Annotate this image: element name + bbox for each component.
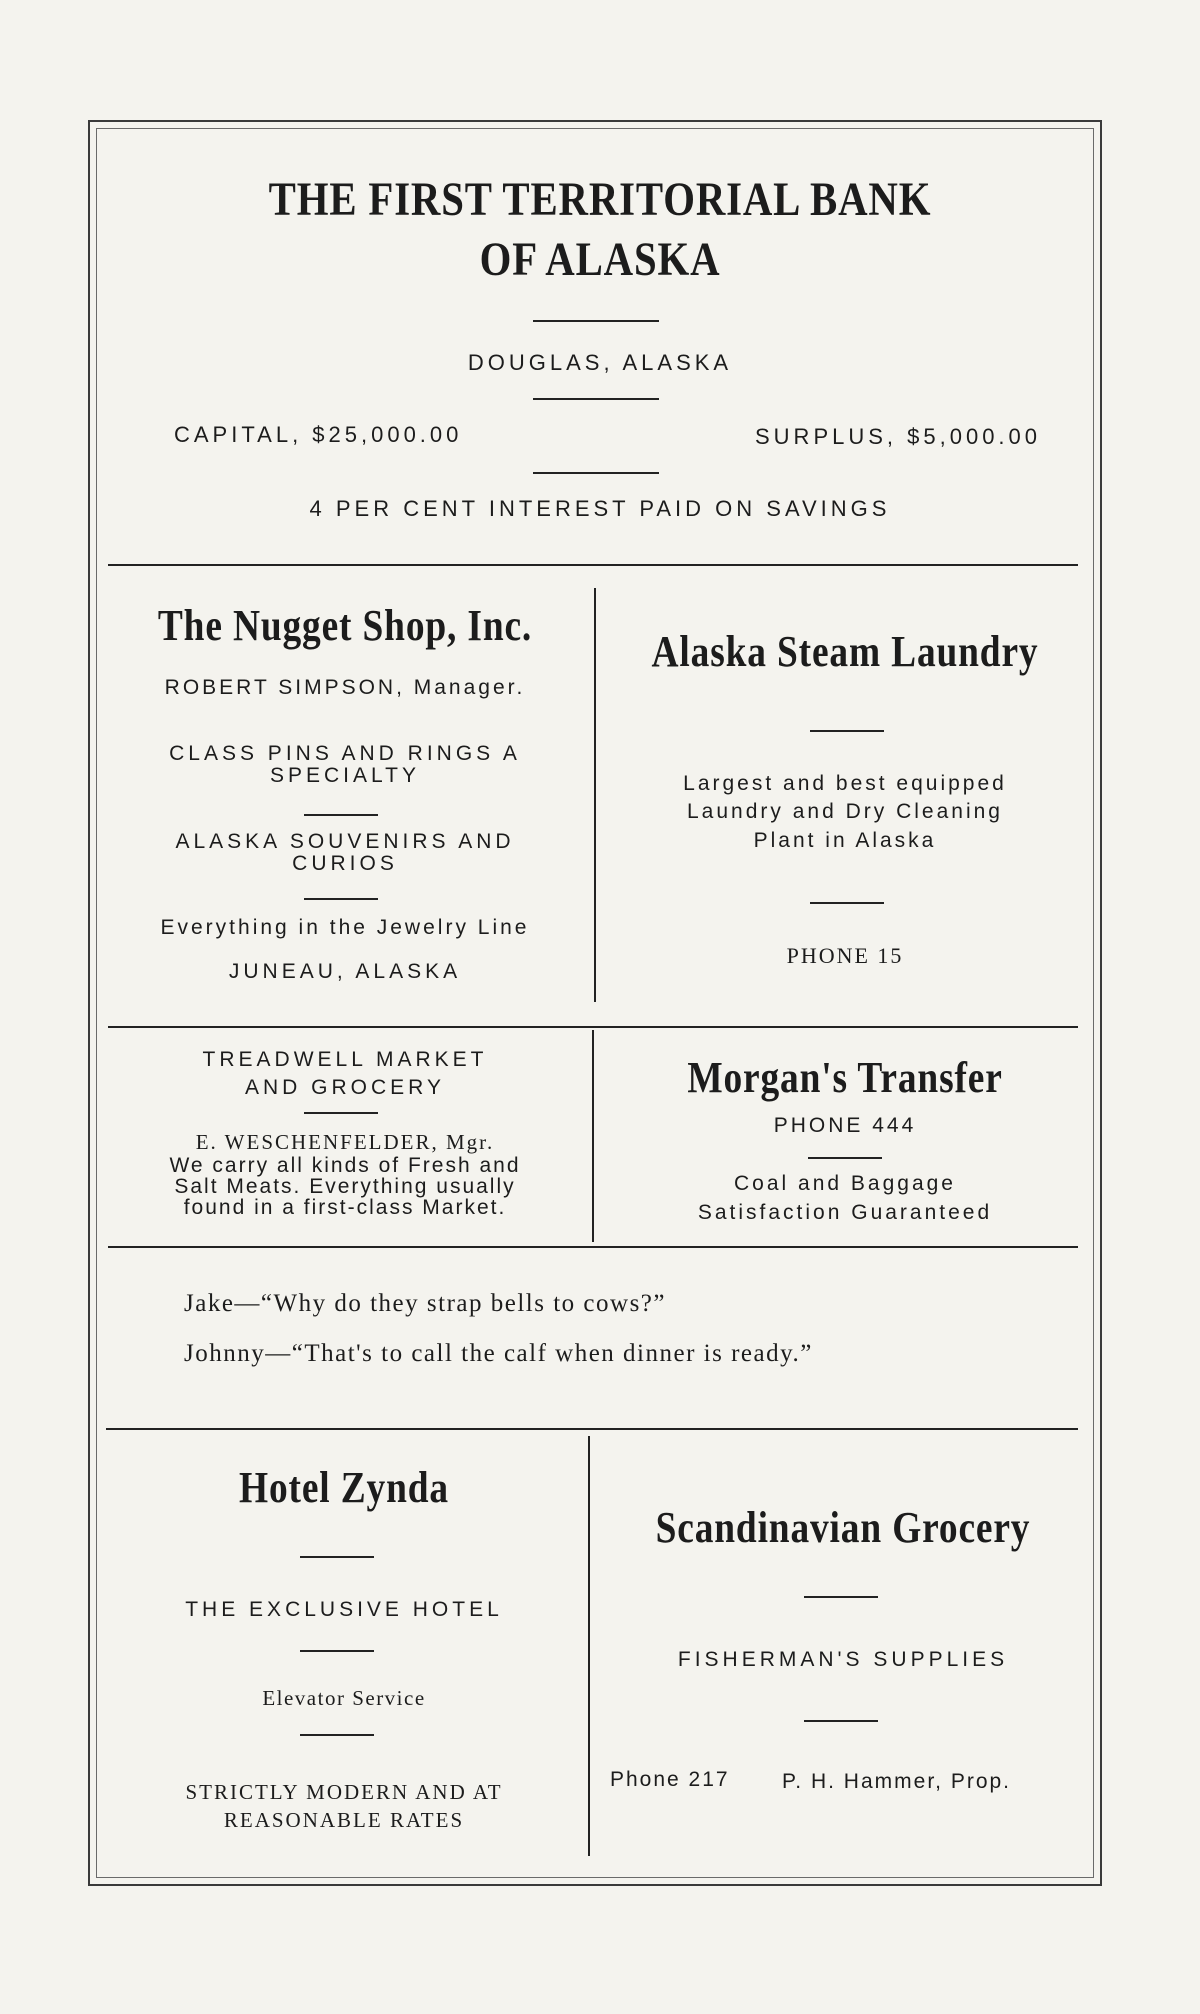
treadwell-desc-line2: Salt Meats. Everything usually [174, 1175, 516, 1198]
divider [304, 1112, 378, 1114]
section-rule [108, 564, 1078, 566]
section-rule [108, 1246, 1078, 1248]
treadwell-desc-line3: found in a first-class Market. [183, 1196, 507, 1219]
nugget-shop-name: The Nugget Shop, Inc. [157, 601, 533, 650]
morgan-desc-line2: Satisfaction Guaranteed [697, 1201, 993, 1224]
grocery-name: Scandinavian Grocery [655, 1503, 1031, 1552]
grocery-supplies: FISHERMAN'S SUPPLIES [677, 1648, 1009, 1671]
divider [804, 1720, 878, 1722]
bank-name-line2: OF ALASKA [479, 233, 721, 286]
laundry-phone: PHONE 15 [786, 943, 904, 968]
bank-location: DOUGLAS, ALASKA [467, 350, 733, 375]
section-rule [108, 1026, 1078, 1028]
hotel-rates-line2: REASONABLE RATES [223, 1808, 465, 1832]
divider [810, 902, 884, 904]
nugget-location: JUNEAU, ALASKA [228, 960, 462, 983]
divider [304, 898, 378, 900]
hotel-rates-line1: STRICTLY MODERN AND AT [185, 1780, 503, 1804]
laundry-name: Alaska Steam Laundry [651, 627, 1039, 676]
treadwell-name-line1: TREADWELL MARKET [202, 1048, 488, 1071]
bank-capital: CAPITAL, $25,000.00 [174, 422, 463, 447]
divider [808, 1157, 882, 1159]
nugget-jewelry: Everything in the Jewelry Line [160, 916, 530, 939]
bank-name-line1: THE FIRST TERRITORIAL BANK [268, 173, 932, 226]
grocery-prop: P. H. Hammer, Prop. [782, 1770, 1012, 1793]
divider [300, 1556, 374, 1558]
grocery-phone: Phone 217 [610, 1768, 730, 1791]
nugget-specialty-line2: SPECIALTY [270, 764, 420, 787]
divider [300, 1734, 374, 1736]
divider [533, 472, 659, 474]
morgan-name: Morgan's Transfer [687, 1053, 1003, 1102]
joke-line1: Jake—“Why do they strap bells to cows?” [184, 1290, 666, 1317]
laundry-desc-line1: Largest and best equipped [683, 772, 1007, 795]
morgan-desc-line1: Coal and Baggage [734, 1172, 956, 1195]
divider [810, 730, 884, 732]
column-divider [592, 1030, 594, 1242]
divider [533, 320, 659, 322]
joke-line2: Johnny—“That's to call the calf when dinner is ready.” [184, 1340, 813, 1367]
divider [304, 814, 378, 816]
morgan-phone: PHONE 444 [773, 1114, 917, 1137]
laundry-desc-line2: Laundry and Dry Cleaning [687, 800, 1003, 823]
hotel-name: Hotel Zynda [239, 1463, 449, 1512]
column-divider [588, 1436, 590, 1856]
laundry-desc-line3: Plant in Alaska [753, 829, 937, 852]
divider [533, 398, 659, 400]
hotel-service: Elevator Service [262, 1686, 426, 1710]
treadwell-manager: E. WESCHENFELDER, Mgr. [195, 1130, 495, 1154]
treadwell-desc-line1: We carry all kinds of Fresh and [169, 1154, 521, 1177]
divider [300, 1650, 374, 1652]
divider [804, 1596, 878, 1598]
bank-surplus: SURPLUS, $5,000.00 [755, 424, 1042, 449]
nugget-souvenirs-line1: ALASKA SOUVENIRS AND [175, 830, 515, 853]
nugget-specialty-line1: CLASS PINS AND RINGS A [169, 742, 521, 765]
section-rule [106, 1428, 1078, 1430]
treadwell-name-line2: AND GROCERY [245, 1076, 445, 1099]
bank-interest: 4 PER CENT INTEREST PAID ON SAVINGS [309, 496, 891, 521]
nugget-manager: ROBERT SIMPSON, Manager. [164, 676, 526, 699]
column-divider [594, 588, 596, 1002]
nugget-souvenirs-line2: CURIOS [292, 852, 398, 875]
hotel-tagline: THE EXCLUSIVE HOTEL [185, 1598, 503, 1621]
